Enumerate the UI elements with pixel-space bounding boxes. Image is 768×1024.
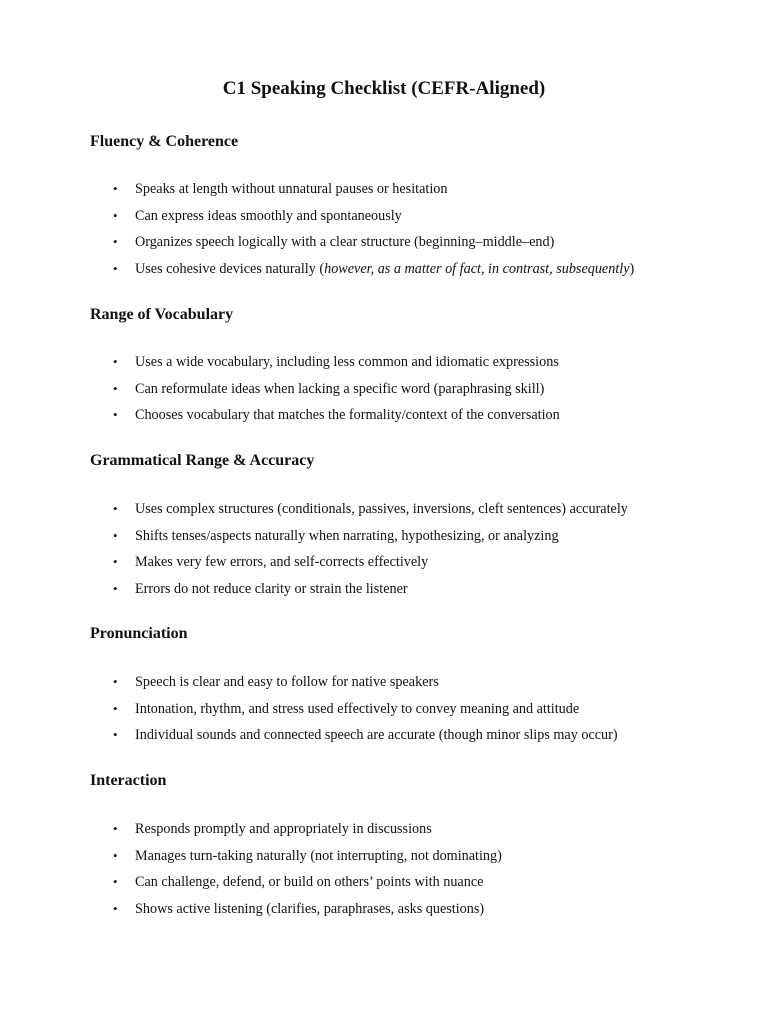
bullet-icon: •	[113, 727, 118, 743]
list-item-text: Speaks at length without unnatural pauses or hesitation	[135, 181, 448, 197]
list-item-text: Responds promptly and appropriately in discussions	[135, 821, 432, 837]
list-item-text-prefix: Uses cohesive devices naturally (	[135, 261, 325, 278]
list-item-text: Organizes speech logically with a clear structure (beginning–middle–end)	[135, 234, 555, 251]
list-item-text: Can express ideas smoothly and spontaneously	[135, 207, 402, 224]
list-item-text: Intonation, rhythm, and stress used effectively to convey meaning and attitude	[135, 700, 580, 717]
list-item-text: Individual sounds and connected speech are accurate (though minor slips may occur)	[135, 727, 618, 744]
bullet-icon: •	[113, 501, 118, 516]
bullet-icon: •	[113, 581, 118, 597]
bullet-icon: •	[113, 674, 118, 689]
list-item-text-suffix: )	[629, 261, 635, 278]
page-title: C1 Speaking Checklist (CEFR-Aligned)	[222, 78, 546, 99]
bullet-icon: •	[113, 901, 118, 917]
section-heading-interaction: Interaction	[90, 772, 167, 789]
list-item-text: Errors do not reduce clarity or strain the listener	[135, 581, 408, 598]
bullet-icon: •	[113, 821, 118, 836]
bullet-icon: •	[113, 234, 118, 250]
bullet-icon: •	[113, 874, 118, 890]
bullet-icon: •	[113, 527, 118, 543]
section-heading-vocabulary: Range of Vocabulary	[90, 306, 234, 323]
bullet-icon: •	[113, 554, 118, 570]
section-heading-grammar: Grammatical Range & Accuracy	[90, 452, 315, 469]
list-item-text-mixed	[135, 259, 634, 279]
list-item-text: Manages turn-taking naturally (not interrupting, not dominating)	[135, 847, 502, 864]
section-heading-pronunciation: Pronunciation	[90, 625, 188, 642]
list-item-text-italic: however, as a matter of fact, in contrast, subsequently	[324, 261, 630, 278]
bullet-icon: •	[113, 207, 118, 223]
bullet-icon: •	[113, 407, 118, 423]
bullet-icon: •	[113, 380, 118, 396]
list-item-text: Uses complex structures (conditionals, passives, inversions, cleft sentences) accurately	[135, 501, 628, 517]
list-item-text: Chooses vocabulary that matches the formality/context of the conversation	[135, 407, 560, 424]
list-item-text: Shifts tenses/aspects naturally when narrating, hypothesizing, or analyzing	[135, 527, 559, 544]
list-item-text: Uses a wide vocabulary, including less common and idiomatic expressions	[135, 354, 559, 370]
bullet-icon: •	[113, 354, 118, 369]
list-item-text: Shows active listening (clarifies, paraphrases, asks questions)	[135, 901, 485, 918]
list-item-text: Makes very few errors, and self-corrects effectively	[135, 554, 429, 571]
bullet-icon: •	[113, 181, 118, 196]
bullet-icon: •	[113, 700, 118, 716]
bullet-icon: •	[113, 261, 118, 277]
section-heading-fluency: Fluency & Coherence	[90, 133, 239, 150]
bullet-icon: •	[113, 847, 118, 863]
list-item-text: Can reformulate ideas when lacking a specific word (paraphrasing skill)	[135, 380, 545, 397]
list-item-text: Can challenge, defend, or build on others’ points with nuance	[135, 874, 484, 891]
list-item-text: Speech is clear and easy to follow for native speakers	[135, 674, 439, 690]
